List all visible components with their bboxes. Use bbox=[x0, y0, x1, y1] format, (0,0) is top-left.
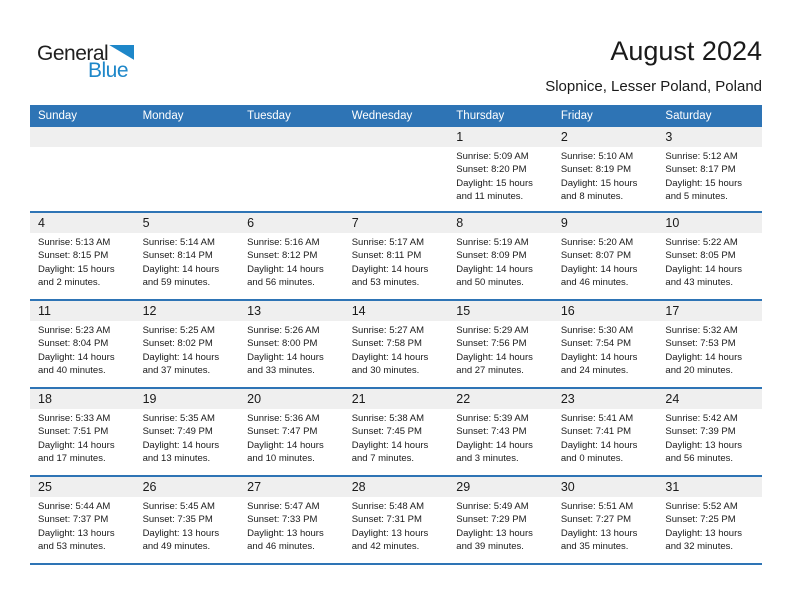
empty-day-band bbox=[239, 127, 344, 147]
day-detail-line: and 56 minutes. bbox=[247, 277, 315, 289]
weekday-header: Wednesday bbox=[351, 110, 413, 122]
empty-day-cell bbox=[239, 127, 344, 211]
day-detail-line: and 59 minutes. bbox=[142, 277, 211, 289]
day-number: 9 bbox=[553, 213, 658, 233]
day-detail-line: Sunset: 8:11 PM bbox=[351, 250, 422, 262]
day-cell bbox=[344, 213, 449, 299]
day-detail-line: and 39 minutes. bbox=[456, 541, 524, 553]
day-detail-line: and 5 minutes. bbox=[665, 191, 728, 203]
day-detail-line: and 8 minutes. bbox=[560, 191, 624, 203]
day-cell bbox=[30, 477, 135, 563]
day-detail-line: Sunset: 7:51 PM bbox=[38, 426, 109, 438]
day-detail-line: Daylight: 14 hours bbox=[247, 439, 324, 451]
empty-day-band bbox=[30, 127, 135, 147]
day-detail-line: Daylight: 15 hours bbox=[38, 263, 115, 275]
day-detail-line: Daylight: 14 hours bbox=[351, 439, 429, 451]
empty-day-cell bbox=[135, 127, 240, 211]
day-detail-line: Sunset: 7:56 PM bbox=[456, 338, 527, 350]
day-detail-line: Sunrise: 5:17 AM bbox=[351, 237, 425, 248]
location-subtitle: Slopnice, Lesser Poland, Poland bbox=[545, 78, 762, 95]
day-detail-line: Daylight: 14 hours bbox=[38, 439, 115, 451]
day-detail-line: Daylight: 14 hours bbox=[665, 351, 742, 363]
day-details bbox=[30, 321, 135, 378]
day-detail-line: and 7 minutes. bbox=[351, 453, 415, 465]
day-cell bbox=[239, 301, 344, 387]
day-detail-line: Sunset: 7:47 PM bbox=[247, 426, 318, 438]
day-detail-line: Daylight: 13 hours bbox=[351, 527, 429, 539]
day-details bbox=[239, 233, 344, 290]
day-detail-line: Sunset: 8:17 PM bbox=[665, 164, 736, 176]
day-detail-line: Daylight: 13 hours bbox=[665, 439, 742, 451]
day-detail-line: Sunset: 8:09 PM bbox=[456, 250, 527, 262]
day-detail-line: Sunrise: 5:27 AM bbox=[351, 325, 425, 336]
day-detail-line: and 53 minutes. bbox=[351, 277, 420, 289]
day-detail-line: Daylight: 13 hours bbox=[456, 527, 533, 539]
day-detail-line: Sunrise: 5:47 AM bbox=[247, 501, 320, 512]
day-details bbox=[657, 321, 762, 378]
day-detail-line: Sunset: 8:14 PM bbox=[142, 250, 213, 262]
day-detail-line: and 42 minutes. bbox=[351, 541, 420, 553]
day-detail-line: Sunset: 8:00 PM bbox=[247, 338, 318, 350]
day-detail-line: Daylight: 14 hours bbox=[560, 351, 638, 363]
day-number: 22 bbox=[448, 389, 553, 409]
day-cell bbox=[553, 213, 658, 299]
day-number: 2 bbox=[553, 127, 658, 147]
day-detail-line: and 35 minutes. bbox=[560, 541, 629, 553]
day-detail-line: Daylight: 13 hours bbox=[38, 527, 115, 539]
day-detail-line: Sunrise: 5:44 AM bbox=[38, 501, 111, 512]
day-detail-line: Sunrise: 5:51 AM bbox=[560, 501, 634, 512]
day-details bbox=[30, 497, 135, 554]
day-detail-line: and 30 minutes. bbox=[351, 365, 420, 377]
day-detail-line: and 53 minutes. bbox=[38, 541, 106, 553]
day-detail-line: Daylight: 14 hours bbox=[142, 439, 220, 451]
day-detail-line: Sunset: 7:43 PM bbox=[456, 426, 527, 438]
day-detail-line: Sunrise: 5:29 AM bbox=[456, 325, 529, 336]
day-detail-line: Sunset: 7:37 PM bbox=[38, 514, 109, 526]
day-detail-line: Daylight: 14 hours bbox=[351, 263, 429, 275]
day-detail-line: and 46 minutes. bbox=[560, 277, 629, 289]
logo-triangle-icon bbox=[109, 45, 134, 60]
day-detail-line: Sunset: 7:31 PM bbox=[351, 514, 422, 526]
week-row bbox=[30, 127, 762, 211]
day-detail-line: Sunset: 8:15 PM bbox=[38, 250, 109, 262]
day-details bbox=[657, 147, 762, 204]
day-detail-line: Sunset: 8:12 PM bbox=[247, 250, 318, 262]
day-detail-line: Sunrise: 5:42 AM bbox=[665, 413, 738, 424]
day-detail-line: Sunset: 7:58 PM bbox=[351, 338, 422, 350]
day-details bbox=[448, 497, 553, 554]
day-details bbox=[135, 409, 240, 466]
day-details bbox=[553, 409, 658, 466]
day-detail-line: Daylight: 13 hours bbox=[665, 527, 742, 539]
day-detail-line: and 24 minutes. bbox=[560, 365, 629, 377]
empty-day-band bbox=[135, 127, 240, 147]
day-details bbox=[135, 497, 240, 554]
empty-day-cell bbox=[344, 127, 449, 211]
day-details bbox=[344, 233, 449, 290]
day-details bbox=[135, 321, 240, 378]
day-detail-line: Daylight: 14 hours bbox=[38, 351, 115, 363]
day-detail-line: and 27 minutes. bbox=[456, 365, 524, 377]
day-cell bbox=[657, 477, 762, 563]
day-details bbox=[553, 233, 658, 290]
day-cell bbox=[553, 477, 658, 563]
day-detail-line: Sunrise: 5:35 AM bbox=[142, 413, 215, 424]
day-details bbox=[344, 497, 449, 554]
day-details bbox=[448, 321, 553, 378]
day-detail-line: Daylight: 14 hours bbox=[456, 439, 533, 451]
day-number: 1 bbox=[448, 127, 553, 147]
day-details bbox=[239, 409, 344, 466]
day-detail-line: and 56 minutes. bbox=[665, 453, 734, 465]
calendar-table bbox=[30, 105, 762, 565]
day-detail-line: Sunrise: 5:49 AM bbox=[456, 501, 529, 512]
day-number: 15 bbox=[448, 301, 553, 321]
day-detail-line: Sunset: 8:04 PM bbox=[38, 338, 109, 350]
page-title: August 2024 bbox=[610, 36, 762, 66]
logo-text-blue: Blue bbox=[88, 59, 129, 82]
day-cell bbox=[30, 301, 135, 387]
day-detail-line: Sunrise: 5:48 AM bbox=[351, 501, 425, 512]
day-details bbox=[448, 233, 553, 290]
day-detail-line: Daylight: 15 hours bbox=[560, 177, 638, 189]
day-detail-line: and 10 minutes. bbox=[247, 453, 315, 465]
day-cell bbox=[448, 477, 553, 563]
day-detail-line: Sunset: 7:45 PM bbox=[351, 426, 422, 438]
day-details bbox=[448, 409, 553, 466]
day-details bbox=[30, 233, 135, 290]
day-detail-line: Daylight: 13 hours bbox=[560, 527, 638, 539]
day-details bbox=[553, 497, 658, 554]
day-number: 31 bbox=[657, 477, 762, 497]
day-detail-line: Sunset: 7:35 PM bbox=[142, 514, 213, 526]
day-detail-line: and 37 minutes. bbox=[142, 365, 211, 377]
day-details bbox=[448, 147, 553, 204]
day-detail-line: Sunset: 7:49 PM bbox=[142, 426, 213, 438]
week-row bbox=[30, 299, 762, 387]
day-detail-line: Daylight: 14 hours bbox=[142, 351, 220, 363]
day-detail-line: Sunrise: 5:14 AM bbox=[142, 237, 215, 248]
day-detail-line: Daylight: 14 hours bbox=[351, 351, 429, 363]
day-number: 29 bbox=[448, 477, 553, 497]
day-cell bbox=[657, 389, 762, 475]
day-detail-line: and 46 minutes. bbox=[247, 541, 315, 553]
day-details bbox=[239, 497, 344, 554]
day-cell bbox=[448, 127, 553, 211]
day-detail-line: and 11 minutes. bbox=[456, 191, 524, 203]
week-row bbox=[30, 387, 762, 475]
day-detail-line: Sunrise: 5:33 AM bbox=[38, 413, 111, 424]
day-cell bbox=[553, 127, 658, 211]
day-number: 24 bbox=[657, 389, 762, 409]
day-details bbox=[239, 147, 344, 150]
day-detail-line: Sunrise: 5:52 AM bbox=[665, 501, 738, 512]
day-details bbox=[344, 409, 449, 466]
day-detail-line: and 33 minutes. bbox=[247, 365, 315, 377]
day-detail-line: Sunset: 7:53 PM bbox=[665, 338, 736, 350]
day-detail-line: Daylight: 13 hours bbox=[142, 527, 220, 539]
day-number: 12 bbox=[135, 301, 240, 321]
day-detail-line: Sunset: 7:33 PM bbox=[247, 514, 318, 526]
week-row bbox=[30, 211, 762, 299]
day-cell bbox=[448, 301, 553, 387]
day-detail-line: Sunrise: 5:09 AM bbox=[456, 151, 529, 162]
day-cell bbox=[553, 389, 658, 475]
day-number: 18 bbox=[30, 389, 135, 409]
day-number: 6 bbox=[239, 213, 344, 233]
day-number: 17 bbox=[657, 301, 762, 321]
day-detail-line: Daylight: 14 hours bbox=[560, 263, 638, 275]
day-detail-line: Daylight: 14 hours bbox=[560, 439, 638, 451]
day-cell bbox=[135, 301, 240, 387]
weekday-header-row bbox=[30, 105, 762, 127]
day-details bbox=[657, 409, 762, 466]
weekday-header: Tuesday bbox=[247, 110, 291, 122]
day-detail-line: Daylight: 13 hours bbox=[247, 527, 324, 539]
day-number: 19 bbox=[135, 389, 240, 409]
day-details bbox=[239, 321, 344, 378]
day-detail-line: and 40 minutes. bbox=[38, 365, 106, 377]
day-cell bbox=[239, 477, 344, 563]
day-detail-line: Sunrise: 5:38 AM bbox=[351, 413, 425, 424]
day-details bbox=[344, 321, 449, 378]
day-cell bbox=[135, 213, 240, 299]
day-number: 13 bbox=[239, 301, 344, 321]
day-cell bbox=[239, 389, 344, 475]
day-detail-line: Sunrise: 5:26 AM bbox=[247, 325, 320, 336]
day-number: 23 bbox=[553, 389, 658, 409]
day-detail-line: Sunrise: 5:32 AM bbox=[665, 325, 738, 336]
day-detail-line: Sunset: 7:41 PM bbox=[560, 426, 632, 438]
day-cell bbox=[657, 127, 762, 211]
day-detail-line: Sunrise: 5:12 AM bbox=[665, 151, 738, 162]
day-cell bbox=[30, 213, 135, 299]
day-detail-line: Sunrise: 5:41 AM bbox=[560, 413, 634, 424]
day-cell bbox=[30, 389, 135, 475]
day-detail-line: Daylight: 15 hours bbox=[665, 177, 742, 189]
day-detail-line: Sunrise: 5:25 AM bbox=[142, 325, 215, 336]
day-detail-line: Daylight: 15 hours bbox=[456, 177, 533, 189]
day-details bbox=[657, 233, 762, 290]
day-detail-line: and 43 minutes. bbox=[665, 277, 734, 289]
day-detail-line: Sunrise: 5:22 AM bbox=[665, 237, 738, 248]
day-cell bbox=[448, 213, 553, 299]
day-details bbox=[657, 497, 762, 554]
day-cell bbox=[657, 301, 762, 387]
day-detail-line: Sunset: 8:02 PM bbox=[142, 338, 213, 350]
day-details bbox=[344, 147, 449, 150]
day-detail-line: Daylight: 14 hours bbox=[247, 263, 324, 275]
day-detail-line: Sunrise: 5:20 AM bbox=[560, 237, 634, 248]
day-detail-line: Daylight: 14 hours bbox=[247, 351, 324, 363]
day-details bbox=[135, 147, 240, 150]
empty-day-cell bbox=[30, 127, 135, 211]
day-detail-line: Sunset: 8:19 PM bbox=[560, 164, 632, 176]
day-number: 10 bbox=[657, 213, 762, 233]
day-number: 11 bbox=[30, 301, 135, 321]
day-number: 28 bbox=[344, 477, 449, 497]
day-number: 5 bbox=[135, 213, 240, 233]
day-number: 16 bbox=[553, 301, 658, 321]
day-detail-line: Sunrise: 5:16 AM bbox=[247, 237, 320, 248]
weekday-header: Saturday bbox=[665, 110, 712, 122]
day-detail-line: Daylight: 14 hours bbox=[665, 263, 742, 275]
week-row bbox=[30, 475, 762, 563]
day-detail-line: Sunrise: 5:36 AM bbox=[247, 413, 320, 424]
day-number: 4 bbox=[30, 213, 135, 233]
day-details bbox=[135, 233, 240, 290]
day-cell bbox=[135, 389, 240, 475]
day-detail-line: and 17 minutes. bbox=[38, 453, 106, 465]
day-detail-line: Sunset: 7:39 PM bbox=[665, 426, 736, 438]
day-detail-line: Sunrise: 5:45 AM bbox=[142, 501, 215, 512]
day-detail-line: and 49 minutes. bbox=[142, 541, 211, 553]
day-detail-line: Sunset: 8:05 PM bbox=[665, 250, 736, 262]
day-detail-line: and 13 minutes. bbox=[142, 453, 211, 465]
day-detail-line: Sunset: 7:27 PM bbox=[560, 514, 632, 526]
day-detail-line: and 50 minutes. bbox=[456, 277, 524, 289]
day-detail-line: Daylight: 14 hours bbox=[456, 263, 533, 275]
day-number: 25 bbox=[30, 477, 135, 497]
day-cell bbox=[344, 301, 449, 387]
day-detail-line: Sunset: 8:07 PM bbox=[560, 250, 632, 262]
day-details bbox=[30, 409, 135, 466]
day-detail-line: Daylight: 14 hours bbox=[142, 263, 220, 275]
day-detail-line: and 20 minutes. bbox=[665, 365, 734, 377]
day-detail-line: Sunset: 7:54 PM bbox=[560, 338, 632, 350]
day-detail-line: Sunrise: 5:23 AM bbox=[38, 325, 111, 336]
day-number: 26 bbox=[135, 477, 240, 497]
day-number: 8 bbox=[448, 213, 553, 233]
day-detail-line: Sunrise: 5:10 AM bbox=[560, 151, 634, 162]
day-detail-line: Sunset: 8:20 PM bbox=[456, 164, 527, 176]
day-detail-line: Sunrise: 5:13 AM bbox=[38, 237, 111, 248]
day-cell bbox=[448, 389, 553, 475]
weekday-header: Monday bbox=[142, 110, 184, 122]
day-cell bbox=[239, 213, 344, 299]
empty-day-band bbox=[344, 127, 449, 147]
day-detail-line: Sunset: 7:29 PM bbox=[456, 514, 527, 526]
logo-text-general: General bbox=[37, 42, 109, 65]
day-detail-line: Sunset: 7:25 PM bbox=[665, 514, 736, 526]
day-detail-line: Sunrise: 5:39 AM bbox=[456, 413, 529, 424]
day-number: 14 bbox=[344, 301, 449, 321]
weekday-header: Thursday bbox=[456, 110, 505, 122]
weekday-header: Friday bbox=[560, 110, 593, 122]
day-detail-line: and 2 minutes. bbox=[38, 277, 101, 289]
weekday-header: Sunday bbox=[38, 110, 78, 122]
day-cell bbox=[344, 477, 449, 563]
day-cell bbox=[344, 389, 449, 475]
day-detail-line: and 0 minutes. bbox=[560, 453, 624, 465]
day-number: 21 bbox=[344, 389, 449, 409]
calendar-weeks bbox=[30, 127, 762, 563]
day-number: 7 bbox=[344, 213, 449, 233]
day-detail-line: Daylight: 14 hours bbox=[456, 351, 533, 363]
day-number: 27 bbox=[239, 477, 344, 497]
day-number: 3 bbox=[657, 127, 762, 147]
day-details bbox=[553, 147, 658, 204]
day-cell bbox=[553, 301, 658, 387]
general-blue-logo bbox=[37, 42, 134, 83]
day-details bbox=[553, 321, 658, 378]
day-number: 30 bbox=[553, 477, 658, 497]
day-number: 20 bbox=[239, 389, 344, 409]
day-detail-line: and 32 minutes. bbox=[665, 541, 734, 553]
day-detail-line: and 3 minutes. bbox=[456, 453, 519, 465]
day-detail-line: Sunrise: 5:30 AM bbox=[560, 325, 634, 336]
day-details bbox=[30, 147, 135, 150]
day-detail-line: Sunrise: 5:19 AM bbox=[456, 237, 529, 248]
day-cell bbox=[657, 213, 762, 299]
day-cell bbox=[135, 477, 240, 563]
